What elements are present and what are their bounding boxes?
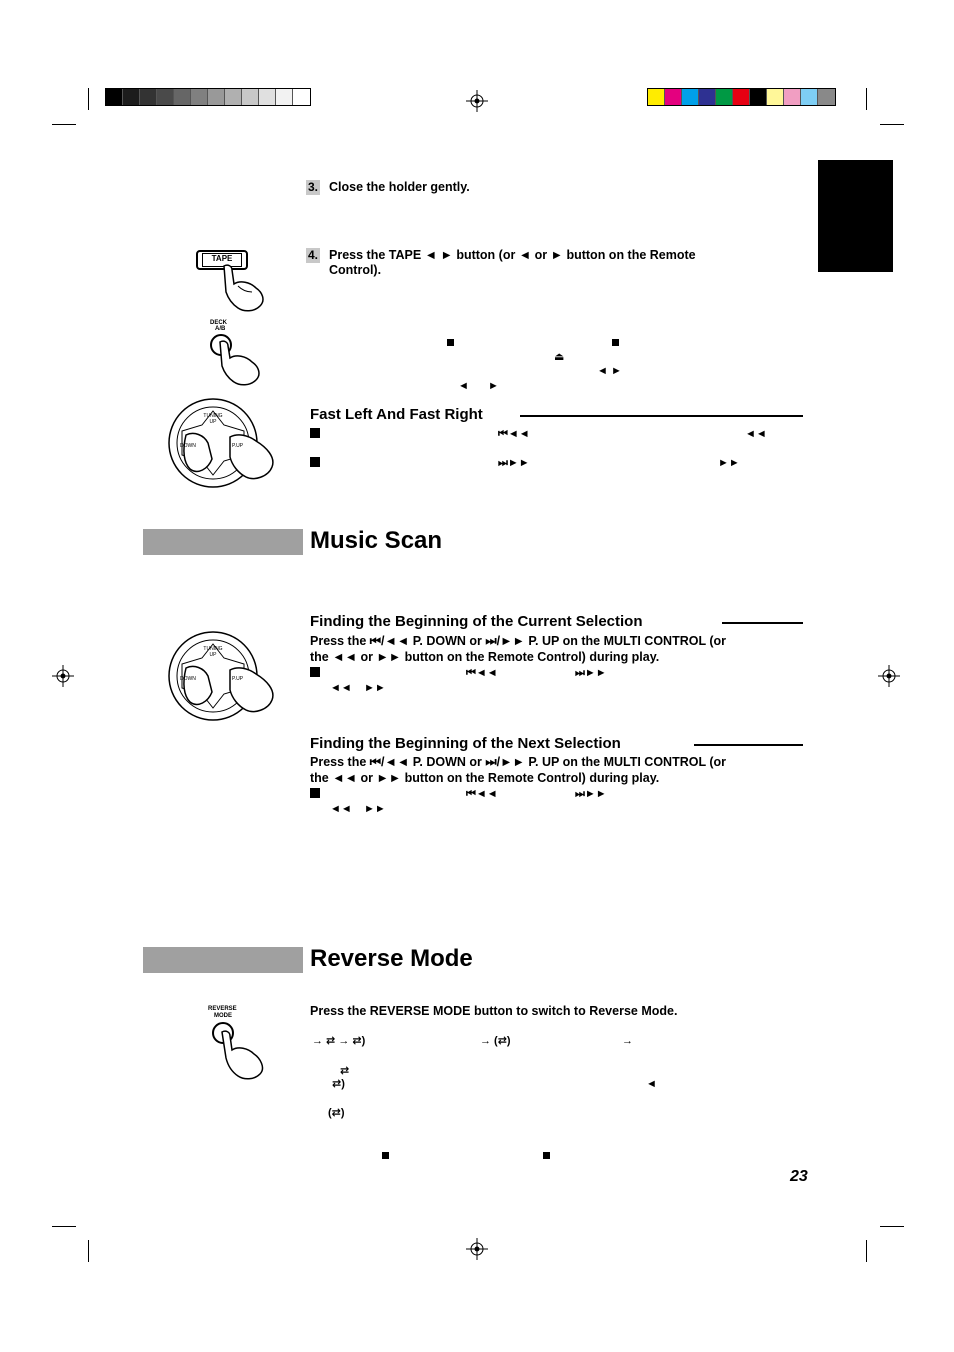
bullet-square	[310, 667, 320, 677]
crop-mark	[866, 88, 867, 110]
fast-left-glyph: ◄◄	[745, 428, 767, 440]
deck-ab-button-illustration	[206, 318, 276, 390]
reverse-mode-button-illustration	[206, 1006, 282, 1086]
play-left-symbol: ◄	[458, 380, 469, 392]
section-title-reverse-mode: Reverse Mode	[310, 945, 473, 972]
color-swatch	[242, 89, 259, 105]
color-swatch	[784, 89, 801, 105]
color-swatch	[157, 89, 174, 105]
color-swatch	[293, 89, 310, 105]
dial-label-down: DOWN	[180, 676, 196, 682]
tape-button-illustration	[196, 250, 276, 315]
color-swatch	[259, 89, 276, 105]
play-symbols: ◄ ►	[597, 365, 622, 377]
color-swatch	[208, 89, 225, 105]
color-swatch	[106, 89, 123, 105]
reverse-sequence: → ⇄ → ⇄)	[312, 1035, 366, 1047]
crop-mark	[880, 1226, 904, 1227]
instruction-line: the ◄◄ or ►► button on the Remote Control) during play.	[310, 771, 660, 785]
dial-label-up: TUNING UP	[203, 413, 223, 425]
crop-mark	[880, 124, 904, 125]
reverse-symbol: (⇄)	[328, 1107, 345, 1119]
color-swatch	[733, 89, 750, 105]
bullet-square	[310, 428, 320, 438]
color-swatch	[665, 89, 682, 105]
reverse-symbol: ⇄)	[332, 1078, 345, 1090]
grayscale-color-bar	[105, 88, 311, 106]
registration-target-icon	[466, 1238, 488, 1260]
section-bar	[143, 947, 303, 973]
hand-pointing-icon	[214, 262, 274, 314]
multi-control-dial-illustration	[168, 395, 298, 495]
color-swatch	[648, 89, 665, 105]
scan-glyph: ►►	[364, 803, 386, 815]
color-swatch	[801, 89, 818, 105]
crop-mark	[52, 1226, 76, 1227]
instruction-line: Press the ⏮/◄◄ P. DOWN or ⏭/►► P. UP on the MULTI CONTROL (or	[310, 634, 727, 648]
step-text: Press the TAPE ◄ ► button (or ◄ or ► button on the Remote	[329, 248, 696, 262]
bullet-square	[310, 788, 320, 798]
instruction-line: Press the ⏮/◄◄ P. DOWN or ⏭/►► P. UP on the MULTI CONTROL (or	[310, 755, 727, 769]
stop-symbol	[612, 339, 619, 346]
section-bar	[143, 529, 303, 555]
color-swatch	[716, 89, 733, 105]
deck-label: A/B	[215, 326, 226, 332]
hand-pointing-icon	[218, 1028, 278, 1084]
step-text: Control).	[329, 263, 382, 277]
current-selection-heading: Finding the Beginning of the Current Selection	[310, 613, 643, 630]
reverse-instruction: Press the REVERSE MODE button to switch to Reverse Mode.	[310, 1004, 678, 1018]
reverse-sequence: → (⇄)	[480, 1035, 511, 1047]
instruction-line: the ◄◄ or ►► button on the Remote Control) during play.	[310, 650, 660, 664]
color-swatch	[767, 89, 784, 105]
deck-label: DECK	[210, 320, 228, 326]
color-swatch	[682, 89, 699, 105]
bullet-square	[310, 457, 320, 467]
color-swatch	[191, 89, 208, 105]
scan-glyph: ⏭►►	[575, 788, 607, 800]
heading-rule	[520, 415, 803, 417]
scan-glyph: ⏭►►	[575, 667, 607, 679]
fast-left-glyph: ⏮◄◄	[498, 428, 530, 440]
fast-right-glyph: ►►	[718, 457, 740, 469]
scan-glyph: ⏮◄◄	[466, 788, 498, 800]
next-selection-heading: Finding the Beginning of the Next Selection	[310, 735, 621, 752]
dial-label-pup: P.UP	[232, 443, 244, 449]
crop-mark	[52, 124, 76, 125]
dial-label-down: DOWN	[180, 443, 196, 449]
fast-right-glyph: ⏭►►	[498, 457, 530, 469]
step-number: 4.	[308, 248, 319, 262]
color-swatch	[123, 89, 140, 105]
scan-glyph: ◄◄	[330, 803, 352, 815]
heading-rule	[722, 622, 803, 624]
stop-symbol	[382, 1152, 389, 1159]
fast-heading: Fast Left And Fast Right	[310, 406, 483, 423]
reverse-sequence: →	[622, 1035, 633, 1047]
stop-symbol	[447, 339, 454, 346]
dial-label-pup: P.UP	[232, 676, 244, 682]
step-text: Close the holder gently.	[329, 180, 470, 194]
scan-glyph: ►►	[364, 682, 386, 694]
process-color-bar	[647, 88, 836, 106]
color-swatch	[750, 89, 767, 105]
reverse-label: REVERSE	[208, 1006, 237, 1012]
scan-glyph: ⏮◄◄	[466, 667, 498, 679]
color-swatch	[276, 89, 293, 105]
reverse-label: MODE	[214, 1013, 232, 1019]
heading-rule	[694, 744, 803, 746]
multi-control-dial-illustration	[168, 628, 298, 728]
color-swatch	[140, 89, 157, 105]
registration-target-icon	[466, 90, 488, 112]
color-swatch	[699, 89, 716, 105]
registration-target-icon	[52, 665, 74, 687]
crop-mark	[88, 88, 89, 110]
reverse-triangle: ◄	[646, 1078, 657, 1090]
tape-button-label: TAPE	[202, 253, 242, 267]
step-number: 3.	[308, 180, 319, 194]
reverse-symbol: ⇄	[340, 1065, 350, 1077]
language-tab	[818, 160, 893, 272]
play-right-symbol: ►	[488, 380, 499, 392]
hand-pointing-icon	[216, 338, 272, 388]
dial-label-up: TUNING UP	[203, 646, 223, 658]
scan-glyph: ◄◄	[330, 682, 352, 694]
stop-symbol	[543, 1152, 550, 1159]
section-title-music-scan: Music Scan	[310, 527, 443, 554]
color-swatch	[225, 89, 242, 105]
crop-mark	[88, 1240, 89, 1262]
eject-symbol: ⏏	[554, 351, 565, 363]
crop-mark	[866, 1240, 867, 1262]
page-number: 23	[790, 1168, 808, 1185]
color-swatch	[174, 89, 191, 105]
color-swatch	[818, 89, 835, 105]
registration-target-icon	[878, 665, 900, 687]
